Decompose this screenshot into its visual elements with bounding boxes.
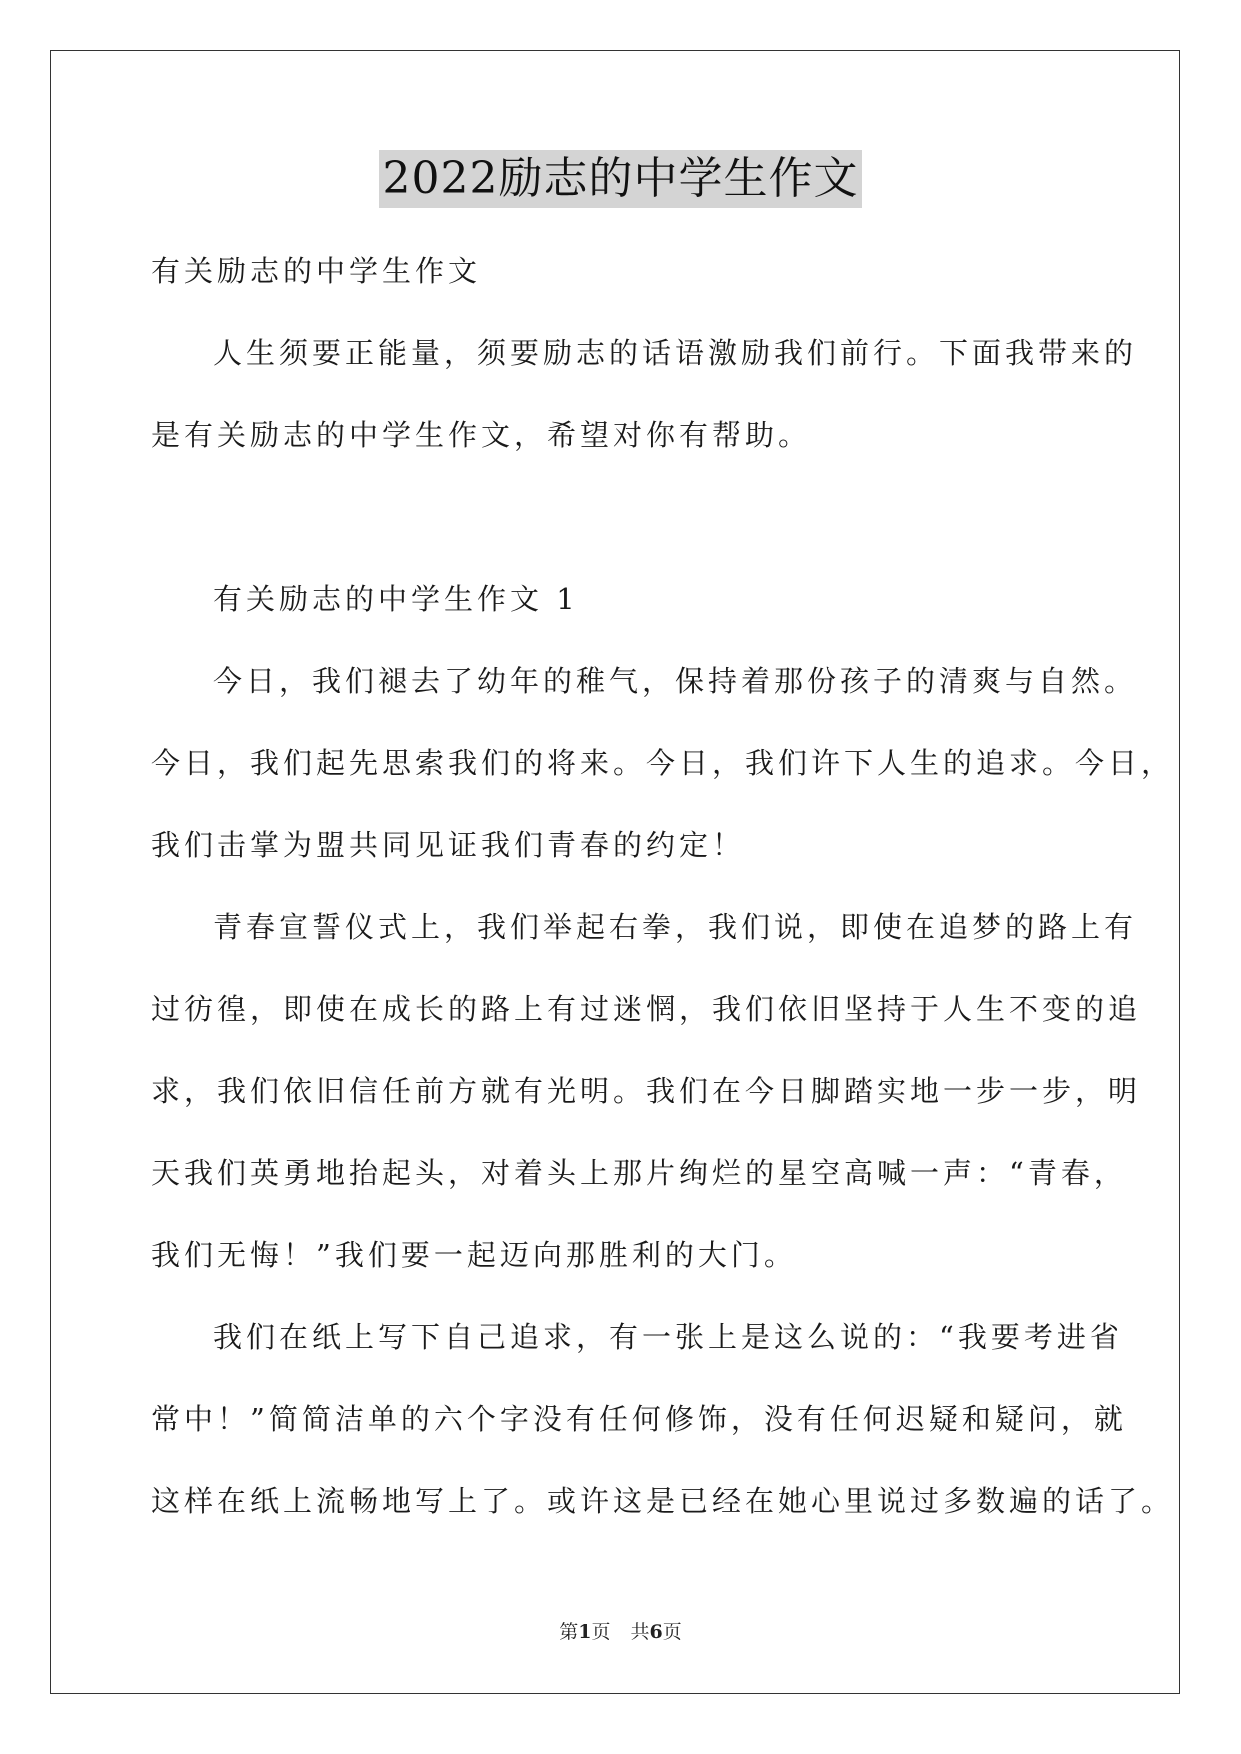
document-body xyxy=(151,230,1175,1542)
paragraph-line: 求，我们依旧信任前方就有光明。我们在今日脚踏实地一步一步，明 xyxy=(151,1074,1142,1108)
total-pages: 6 xyxy=(649,1621,663,1643)
page-number: 1 xyxy=(578,1621,592,1643)
paragraph-line: 我们无悔！”我们要一起迈向那胜利的大门。 xyxy=(151,1238,797,1272)
document-subtitle: 有关励志的中学生作文 xyxy=(151,254,482,288)
section-heading: 有关励志的中学生作文 1 xyxy=(213,582,579,616)
paragraph-line: 我们在纸上写下自己追求，有一张上是这么说的：“我要考进省 xyxy=(213,1320,1123,1354)
page-prefix: 第 xyxy=(559,1621,579,1643)
paragraph-line: 青春宣誓仪式上，我们举起右拳，我们说，即使在追梦的路上有 xyxy=(213,910,1138,944)
paragraph-line: 今日，我们起先思索我们的将来。今日，我们许下人生的追求。今日， xyxy=(151,746,1175,780)
document-title: 2022励志的中学生作文 xyxy=(379,150,863,208)
paragraph-line: 我们击掌为盟共同见证我们青春的约定！ xyxy=(151,828,746,862)
paragraph-line: 常中！”简简洁单的六个字没有任何修饰，没有任何迟疑和疑问，就 xyxy=(151,1402,1127,1436)
title-wrapper xyxy=(0,150,1241,208)
paragraph-line: 天我们英勇地抬起头，对着头上那片绚烂的星空高喊一声：“青春， xyxy=(151,1156,1127,1190)
total-suffix: 页 xyxy=(662,1621,682,1643)
total-prefix: 共 xyxy=(630,1621,650,1643)
paragraph-line: 今日，我们褪去了幼年的稚气，保持着那份孩子的清爽与自然。 xyxy=(213,664,1138,698)
intro-line: 是有关励志的中学生作文，希望对你有帮助。 xyxy=(151,418,812,452)
paragraph-line: 这样在纸上流畅地写上了。或许这是已经在她心里说过多数遍的话了。 xyxy=(151,1484,1175,1518)
blank-line xyxy=(151,476,1091,558)
paragraph-line: 过彷徨，即使在成长的路上有过迷惘，我们依旧坚持于人生不变的追 xyxy=(151,992,1142,1026)
page-suffix: 页 xyxy=(591,1621,611,1643)
page-footer xyxy=(0,1617,1241,1644)
intro-line: 人生须要正能量，须要励志的话语激励我们前行。下面我带来的 xyxy=(213,336,1138,370)
